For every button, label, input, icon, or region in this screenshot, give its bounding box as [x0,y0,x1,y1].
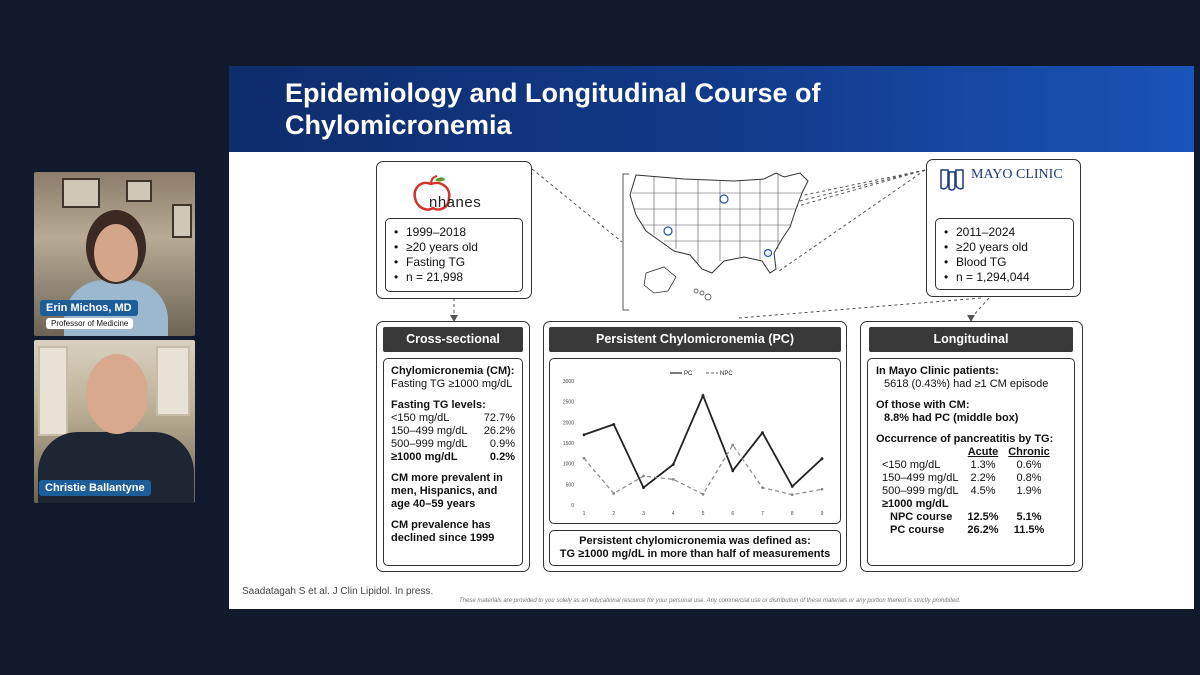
window [38,346,68,436]
x-tick-label: 9 [820,511,824,517]
row-acute: 4.5% [970,485,996,497]
nhanes-criteria-list [385,218,523,292]
y-tick-label: 2000 [562,420,574,427]
nhanes-criteria-item: • 1999–2018 [394,225,514,240]
persistent-definition-box [549,530,841,566]
prevalence-line: men, Hispanics, and [391,485,498,497]
tg-line-chart [550,359,840,523]
y-tick-label: 0 [571,503,574,509]
participant-name-tag: Christie Ballantyne [39,480,151,496]
row-chronic: 11.5% [1013,524,1045,536]
definition-line: Persistent chylomicronemia was defined as: [579,535,811,547]
mayo-criteria-item: • 2011–2024 [944,225,1065,240]
x-tick-label: 7 [761,511,764,517]
level-label: ≥1000 mg/dL [391,451,458,463]
persistent-panel [543,321,847,572]
mayo-criteria-item: • Blood TG [944,255,1065,270]
pancreatitis-table-header [876,446,1066,459]
citation: Saadatagah S et al. J Clin Lipidol. In press. [242,586,434,597]
data-point-pc [761,431,764,434]
persistent-header: Persistent Chylomicronemia (PC) [549,327,841,352]
cross-sectional-header: Cross-sectional [383,327,523,352]
x-tick-label: 2 [612,511,616,517]
pancreatitis-row [876,472,1066,485]
slide-title-line: Chylomicronemia [285,110,512,140]
wall-frame [126,180,152,202]
pancreatitis-row [876,459,1066,472]
x-tick-label: 5 [701,511,705,517]
longitudinal-panel [860,321,1083,572]
data-point-pc [672,463,675,466]
patients-detail: 5618 (0.43%) had ≥1 CM episode [884,378,1049,390]
window [156,346,190,416]
participant-face [86,354,148,434]
nhanes-criteria-item: • n = 21,998 [394,270,514,285]
wall-frame [62,178,100,208]
participant-role-tag: Professor of Medicine [46,318,133,329]
pancreatitis-row [876,511,1066,524]
series-line-pc [584,395,822,487]
cm-definition-text: Fasting TG ≥1000 mg/dL [391,378,513,390]
mayo-criteria-item: • ≥20 years old [944,240,1065,255]
those-detail: 8.8% had PC (middle box) [884,412,1019,424]
col-chronic: Chronic [1008,446,1050,458]
x-tick-label: 6 [731,511,735,517]
level-label: <150 mg/dL [391,412,450,424]
occurrence-title: Occurrence of pancreatitis by TG: [876,433,1054,445]
nhanes-logo-text: nhanes [429,194,482,211]
level-value: 72.7% [483,412,515,424]
data-point-pc [731,469,734,472]
nhanes-criteria-item: • ≥20 years old [394,240,514,255]
mayo-criteria-item: • n = 1,294,044 [944,270,1065,285]
cross-sectional-content [383,358,523,566]
level-label: 500–999 mg/dL [391,438,468,450]
row-label: NPC course [890,511,953,523]
data-point-npc [761,486,764,489]
row-acute: 2.2% [970,472,996,484]
data-point-pc [642,486,645,489]
y-tick-label: 1500 [562,441,574,447]
data-point-npc [612,492,615,495]
row-label: 500–999 mg/dL [882,485,959,497]
x-tick-label: 1 [582,511,586,517]
x-tick-label: 8 [790,511,794,517]
data-point-npc [583,457,586,460]
fasting-level-row [391,438,515,451]
decline-note [391,519,515,545]
cross-sectional-panel [376,321,530,572]
y-tick-label: 3000 [562,379,574,385]
longitudinal-header: Longitudinal [869,327,1073,352]
row-label: PC course [890,524,945,536]
data-point-npc [791,493,794,496]
pancreatitis-row [876,485,1066,498]
y-tick-label: 2500 [562,399,574,406]
slide-title-line: Epidemiology and Longitudinal Course of [285,78,821,108]
col-acute: Acute [967,446,999,458]
row-acute: 12.5% [967,511,999,523]
disclaimer: These materials are provided to you solely as an educational resource for your personal use. Any commercial use or distribution of these materials or any portion thereof is strictly prohibited. [459,598,961,604]
data-point-npc [821,488,824,491]
presentation-slide [229,66,1194,609]
fasting-level-row [391,412,515,425]
patients-title: In Mayo Clinic patients: [876,365,999,377]
nhanes-criteria-item: • Fasting TG [394,255,514,270]
prevalence-note [391,472,515,511]
us-map-image [624,169,814,309]
level-label: 150–499 mg/dL [391,425,468,437]
legend-label-npc: NPC [720,371,733,377]
y-tick-label: 500 [565,482,574,489]
mayo-criteria-list [935,218,1074,290]
definition-line: TG ≥1000 mg/dL in more than half of measurements [559,548,831,560]
nhanes-source-box [376,161,532,299]
row-acute: 1.3% [970,459,996,471]
y-tick-label: 1000 [562,461,574,468]
level-value: 26.2% [483,425,515,437]
data-point-npc [731,444,734,447]
those-title: Of those with CM: [876,399,970,411]
prevalence-line: CM more prevalent in [391,472,503,484]
cm-definition-title: Chylomicronemia (CM): [391,365,515,377]
row-chronic: 0.6% [1016,459,1042,471]
persistent-chart-box [549,358,841,524]
data-point-npc [642,475,645,478]
row-label: <150 mg/dL [882,459,941,471]
participant-face [94,224,138,282]
decline-line: declined since 1999 [391,532,495,544]
row-acute: 26.2% [967,524,999,536]
decline-line: CM prevalence has [391,519,491,531]
row-chronic: 5.1% [1016,511,1042,523]
video-tile-christie-ballantyne[interactable] [34,340,195,503]
row-label: 150–499 mg/dL [882,472,959,484]
participant-name-tag: Erin Michos, MD [40,300,138,316]
mayo-logo-text: MAYO CLINIC [971,167,1063,182]
pancreatitis-row [876,524,1066,537]
series-line-npc [584,445,822,495]
level-value: 0.9% [489,438,515,450]
prevalence-line: age 40–59 years [391,498,476,510]
data-point-pc [821,457,824,460]
legend-label-pc: PC [684,371,693,377]
data-point-pc [791,485,794,488]
row-chronic: 1.9% [1016,485,1042,497]
data-point-npc [672,478,675,481]
high-tg-label: ≥1000 mg/dL [882,498,949,510]
fasting-levels-title: Fasting TG levels: [391,399,486,411]
data-point-pc [583,433,586,436]
fasting-level-row [391,451,515,464]
x-tick-label: 3 [642,511,645,517]
data-point-npc [702,493,705,496]
level-value: 0.2% [489,451,515,463]
longitudinal-content [867,358,1075,566]
data-point-pc [612,423,615,426]
wall-frame [172,204,192,238]
x-tick-label: 4 [671,511,675,517]
mayo-source-box [926,159,1081,297]
row-chronic: 0.8% [1016,472,1042,484]
fasting-level-row [391,425,515,438]
mayo-shield-icon [939,168,965,192]
data-point-pc [702,394,705,397]
video-tile-erin-michos[interactable] [34,172,195,336]
